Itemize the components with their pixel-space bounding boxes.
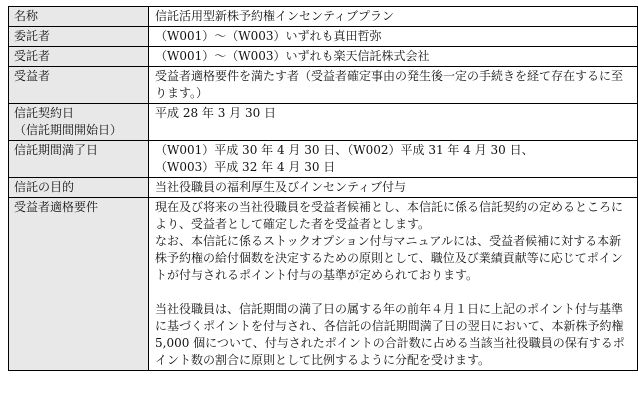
value-text: 当社役職員の福利厚生及びインセンティブ付与 <box>155 180 407 194</box>
row-label: 信託期間満了日 <box>9 141 149 178</box>
row-label: 委託者 <box>9 27 149 47</box>
row-value <box>149 7 638 27</box>
row-value <box>149 198 638 371</box>
value-paragraph: 当社役職員は、信託期間の満了日の属する年の前年４月１日に上記のポイント付与基準に基づくポイントを付与され、各信託の信託期間満了日の翌日において、本新株予約権 5,000 個について、付与されたポイントの合計数に占める当該当社役職員の保有するポイント数の割合に原則として比例するように分配を受けます。 <box>155 302 625 367</box>
table-row-beneficiary <box>9 67 638 104</box>
row-value <box>149 141 638 178</box>
table-row-purpose <box>9 178 638 198</box>
table-row-contract-date <box>9 104 638 141</box>
row-label: 信託の目的 <box>9 178 149 198</box>
trust-summary-table <box>8 6 638 371</box>
value-text: 受益者適格要件を満たす者（受益者確定事由の発生後一定の手続きを経て存在するに至ります。） <box>155 69 624 100</box>
row-value <box>149 178 638 198</box>
value-text: （W003）平成 32 年 4 月 30 日 <box>155 160 336 174</box>
paragraph-spacer <box>155 284 631 301</box>
table-row-expiry-date <box>9 141 638 178</box>
value-paragraph: 現在及び将来の当社役職員を受益者候補とし、本信託に係る信託契約の定めるところにより、受益者として確定した者を受益者とします。 <box>155 200 624 231</box>
row-value <box>149 47 638 67</box>
value-paragraph: なお、本信託に係るストックオプション付与マニュアルには、受益者候補に対する本新株予約権の給付個数を決定するための原則として、職位及び業績貢献等に応じてポイントが付与されるポイント付与の基準が定められております。 <box>155 234 623 282</box>
row-label: 信託契約日 （信託期間開始日） <box>9 104 149 141</box>
table-row-trustee <box>9 47 638 67</box>
value-text: （W001）平成 30 年 4 月 30 日、（W002）平成 31 年 4 月 30 日、 <box>155 143 534 157</box>
value-text: （W001）～（W003）いずれも真田哲弥 <box>155 29 382 43</box>
value-text: （W001）～（W003）いずれも楽天信託株式会社 <box>155 49 430 63</box>
row-value <box>149 67 638 104</box>
row-label: 名称 <box>9 7 149 27</box>
row-label: 受託者 <box>9 47 149 67</box>
table-row-name <box>9 7 638 27</box>
table-row-eligibility <box>9 198 638 371</box>
row-value <box>149 104 638 141</box>
value-text: 平成 28 年 3 月 30 日 <box>155 106 277 120</box>
row-label: 受益者適格要件 <box>9 198 149 371</box>
row-label: 受益者 <box>9 67 149 104</box>
row-value <box>149 27 638 47</box>
table-row-settlor <box>9 27 638 47</box>
value-text: 信託活用型新株予約権インセンティブプラン <box>155 9 395 23</box>
